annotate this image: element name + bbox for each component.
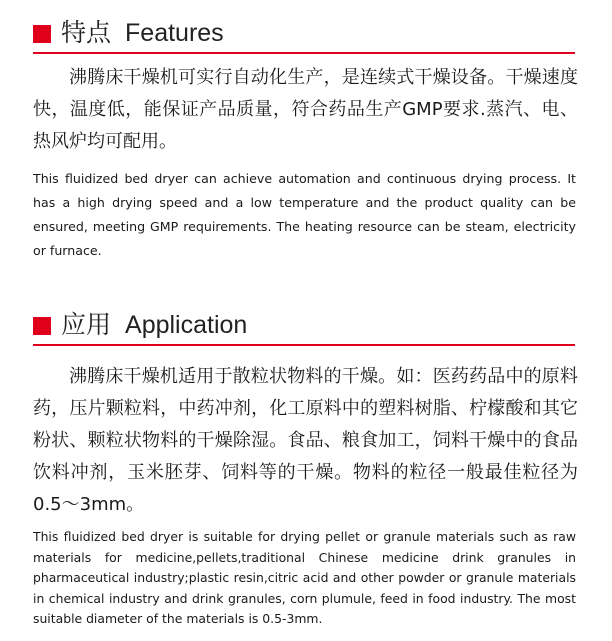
- features-divider: [33, 52, 575, 54]
- application-text-cn: 沸腾床干燥机适用于散粒状物料的干燥。如：医药药品中的原料药，压片颗粒料，中药冲剂，化工原料中的塑料树脂、柠檬酸和其它粉状、颗粒状物料的干燥除湿。食品、粮食加工，饲料干燥中的食品饮料冲剂，玉米胚芽、饲料等的干燥。物料的粒径一般最佳粒径为0.5～3mm。: [33, 366, 578, 515]
- application-title-en: Application: [125, 311, 248, 339]
- red-square-icon: [33, 25, 51, 43]
- features-title-en: Features: [125, 19, 224, 47]
- application-title-cn: 应用: [61, 310, 112, 339]
- features-title: [61, 18, 224, 48]
- application-heading: [33, 311, 575, 341]
- features-title-cn: 特点: [61, 18, 112, 47]
- features-text-cn: 沸腾床干燥机可实行自动化生产，是连续式干燥设备。干燥速度快，温度低，能保证产品质量，符合药品生产GMP要求.蒸汽、电、热风炉均可配用。: [33, 67, 578, 152]
- application-text-en: This fluidized bed dryer is suitable for drying pellet or granule materials such as raw materials for medicine,pellets,traditional Chinese medicine drink granules in pharmaceutical industry;plastic resin,citric acid and other powder or granule materials in chemical industry and drink granules, corn plumule, feed in food industry. The most suitable diameter of the materials is 0.5-3mm.: [33, 529, 576, 626]
- features-heading: [33, 19, 575, 49]
- red-square-icon: [33, 317, 51, 335]
- features-text-en: This fluidized bed dryer can achieve automation and continuous drying process. It has a high drying speed and a low temperature and the product quality can be ensured, meeting GMP requirements. The heating resource can be steam, electricity or furnace.: [33, 171, 576, 258]
- application-title: [61, 310, 247, 340]
- application-divider: [33, 344, 575, 346]
